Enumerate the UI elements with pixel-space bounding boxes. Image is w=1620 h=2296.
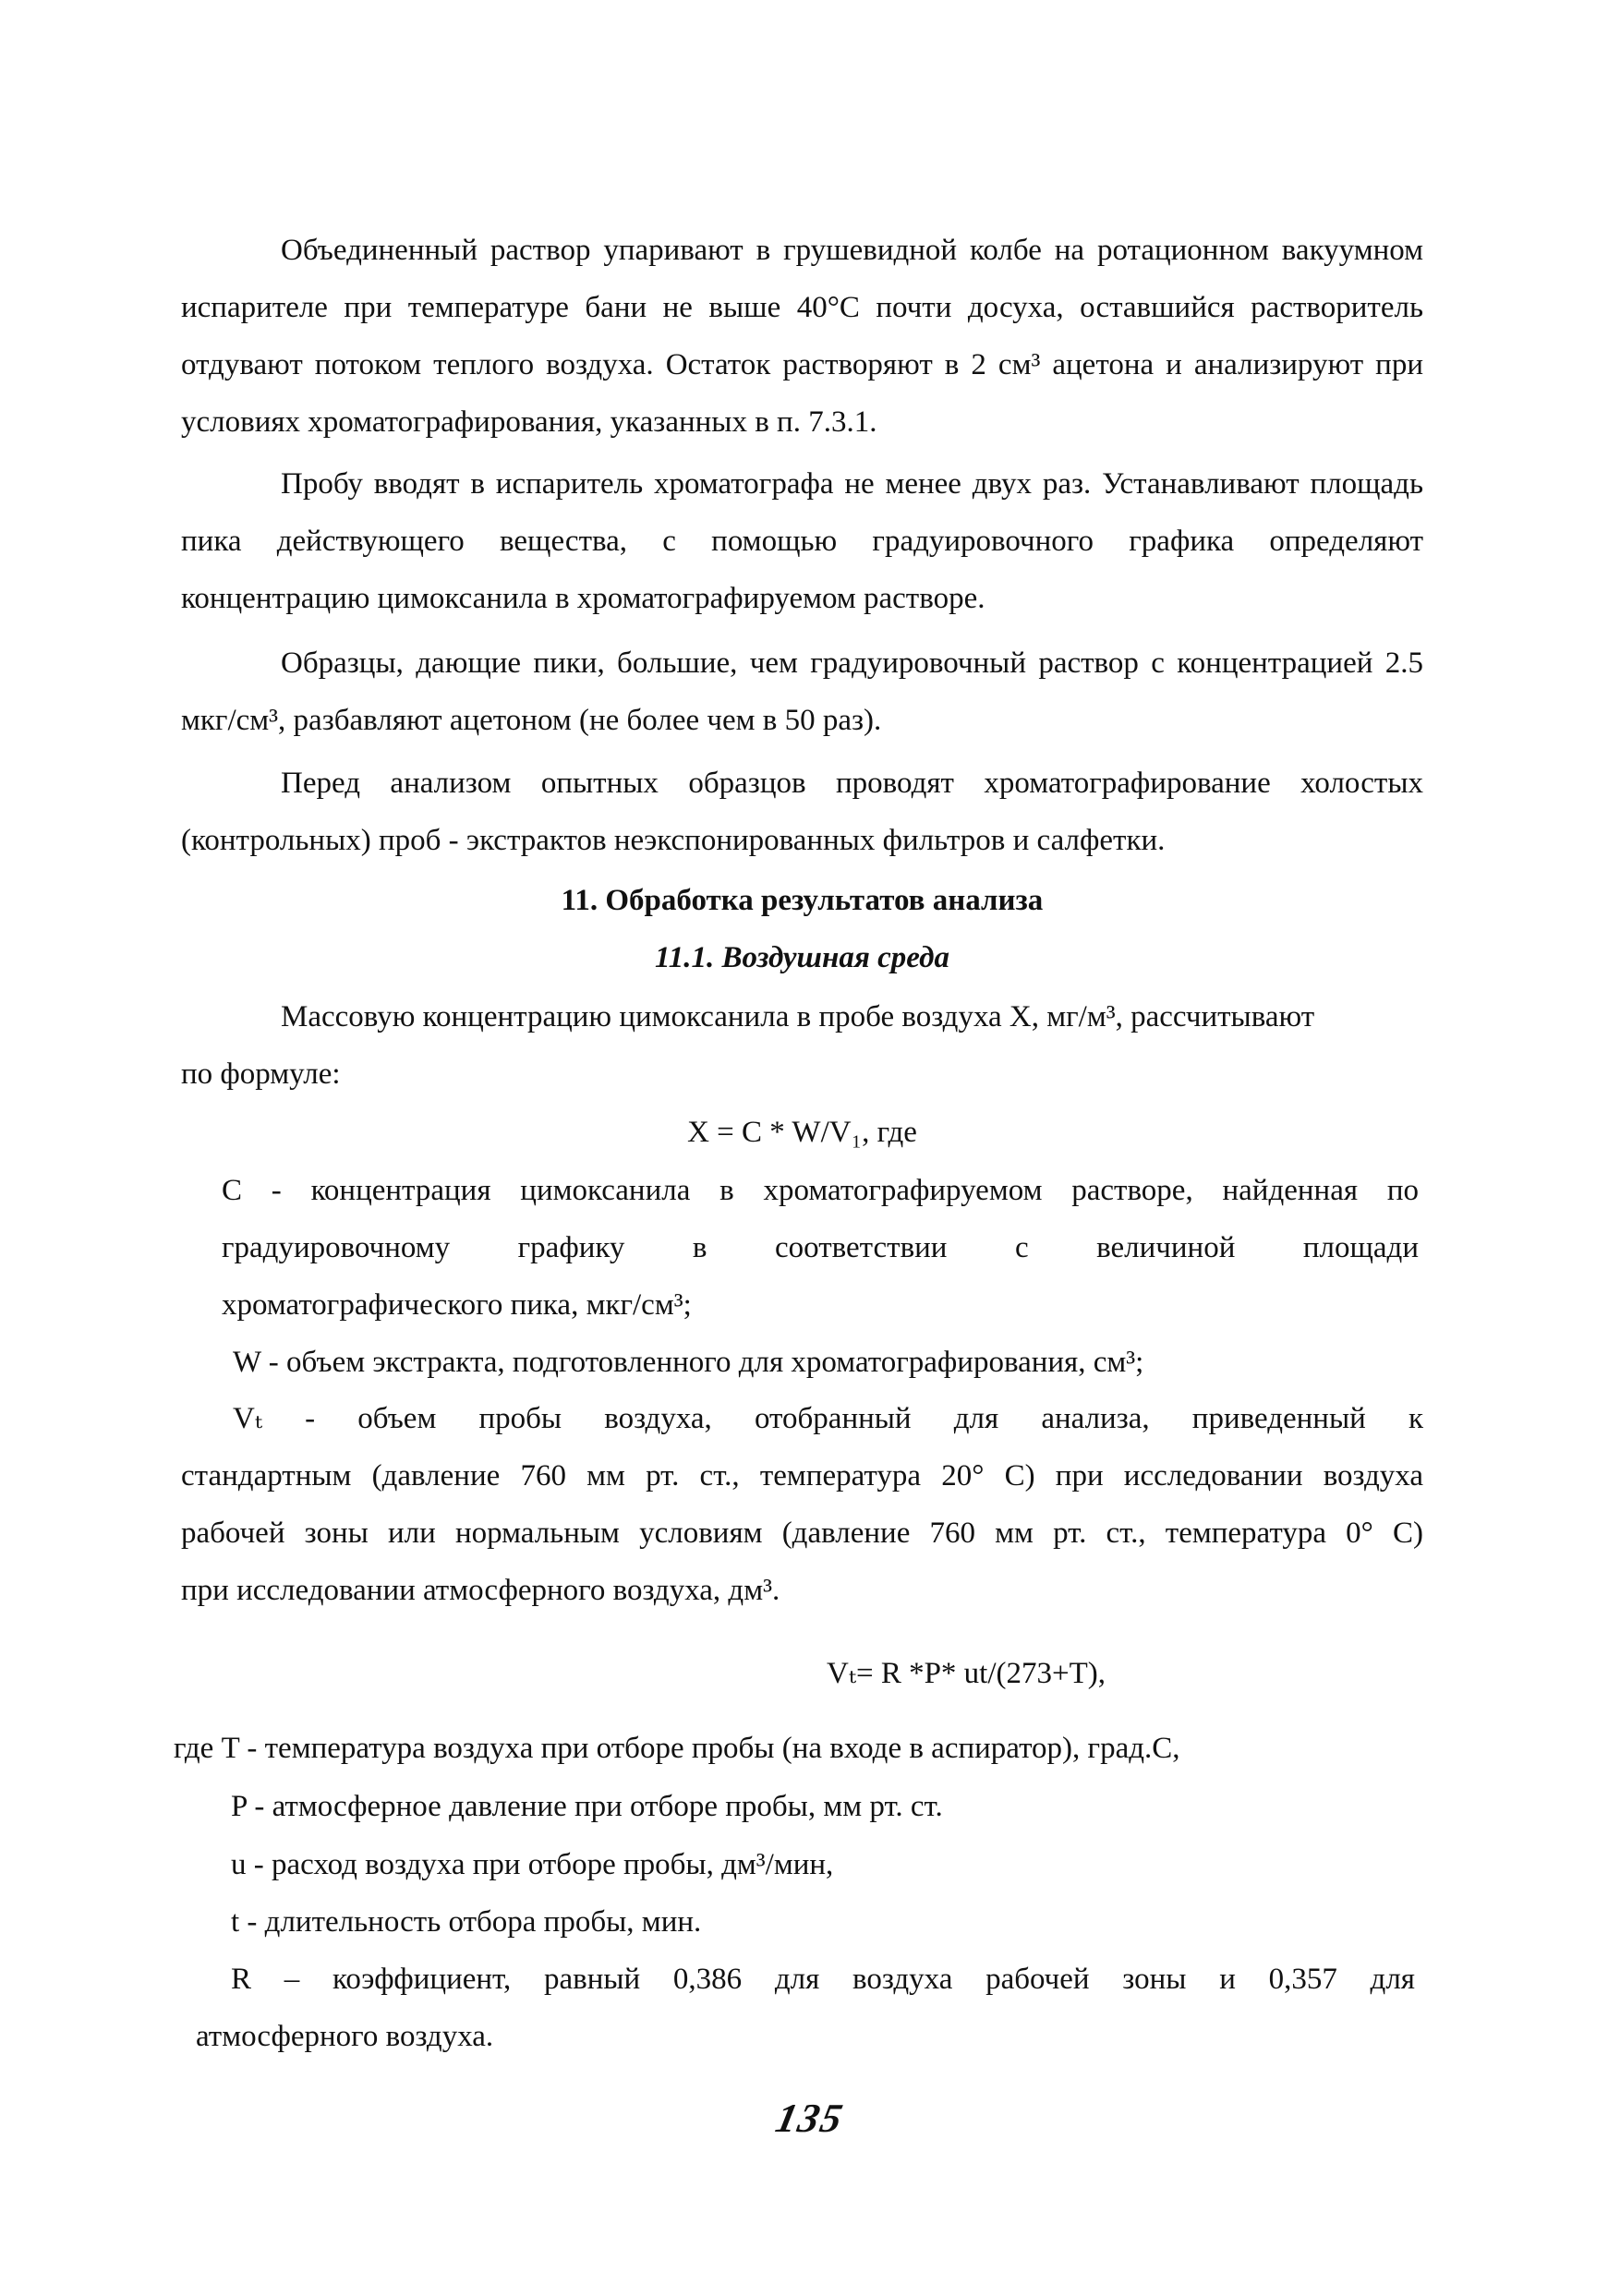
paragraph-blank-samples: Перед анализом опытных образцов проводят хроматографирование холостых (контрольных) проб - экстрактов неэкспонированных фильтров и салфетки. (181, 767, 1423, 857)
variable-flow-rate: u - расход воздуха при отборе пробы, дм³/мин, (231, 1848, 834, 1881)
definition-v-line-1: Vₜ - объем пробы воздуха, отобранный для анализа, приведенный к (233, 1402, 1423, 1435)
variable-coefficient (231, 1951, 1415, 2008)
definition-c-line-2: градуировочному графику в соответствии с величиной площади (222, 1231, 1419, 1264)
definition-v-line-3: рабочей зоны или нормальным условиям (давление 760 мм рт. ст., температура 0° С) (181, 1517, 1423, 1550)
variable-pressure: P - атмосферное давление при отборе пробы, мм рт. ст. (231, 1790, 943, 1823)
page-number-text: 135 (771, 2096, 849, 2141)
definition-w: W - объем экстракта, подготовленного для хроматографирования, см³; (233, 1346, 1144, 1379)
paragraph-injection: Пробу вводят в испаритель хроматографа не менее двух раз. Устанавливают площадь пика действующего вещества, с помощью градуировочного графика определяют концентрацию цимоксанила в хроматографируемом растворе. (181, 467, 1423, 615)
variable-coefficient-line-2: атмосферного воздуха. (196, 2020, 494, 2053)
subsection-title: 11.1. Воздушная среда (655, 941, 949, 974)
definition-c-line-3: хроматографического пика, мкг/см³; (222, 1288, 692, 1322)
variable-temperature: где T - температура воздуха при отборе пробы (на входе в аспиратор), град.С, (174, 1732, 1180, 1765)
formula-intro-line-1: Массовую концентрацию цимоксанила в пробе воздуха X, мг/м³, рассчитывают (281, 1000, 1315, 1033)
formula-intro (181, 988, 1423, 1103)
variable-coefficient-line-1: R – коэффициент, равный 0,386 для воздуха рабочей зоны и 0,357 для (231, 1963, 1415, 1996)
page-number (0, 2095, 1620, 2142)
section-title: 11. Обработка результатов анализа (561, 884, 1044, 917)
variable-duration: t - длительность отбора пробы, мин. (231, 1905, 702, 1939)
definition-c (222, 1162, 1419, 1334)
paragraph-dilution: Образцы, дающие пики, большие, чем градуировочный раствор с концентрацией 2.5 мкг/см³, разбавляют ацетоном (не более чем в 50 раз). (181, 647, 1423, 737)
definition-v (181, 1390, 1423, 1619)
definition-v-line-4: при исследовании атмосферного воздуха, дм³. (181, 1574, 780, 1607)
formula-volume: Vₜ= R *P* ut/(273+T), (826, 1657, 1106, 1690)
paragraph-evaporation: Объединенный раствор упаривают в грушевидной колбе на ротационном вакуумном испарителе при температуре бани не выше 40°С почти досуха, оставшийся растворитель отдувают потоком теплого воздуха. Остаток растворяют в 2 см³ ацетона и анализируют при условиях хроматографирования, указанных в п. 7.3.1. (181, 234, 1423, 439)
formula-intro-line-2: по формуле: (181, 1057, 341, 1091)
definition-c-line-1: С - концентрация цимоксанила в хроматографируемом растворе, найденная по (222, 1174, 1419, 1207)
definition-v-line-2: стандартным (давление 760 мм рт. ст., температура 20° С) при исследовании воздуха (181, 1459, 1423, 1492)
formula-concentration: X = C * W/V₁, где (687, 1116, 917, 1149)
